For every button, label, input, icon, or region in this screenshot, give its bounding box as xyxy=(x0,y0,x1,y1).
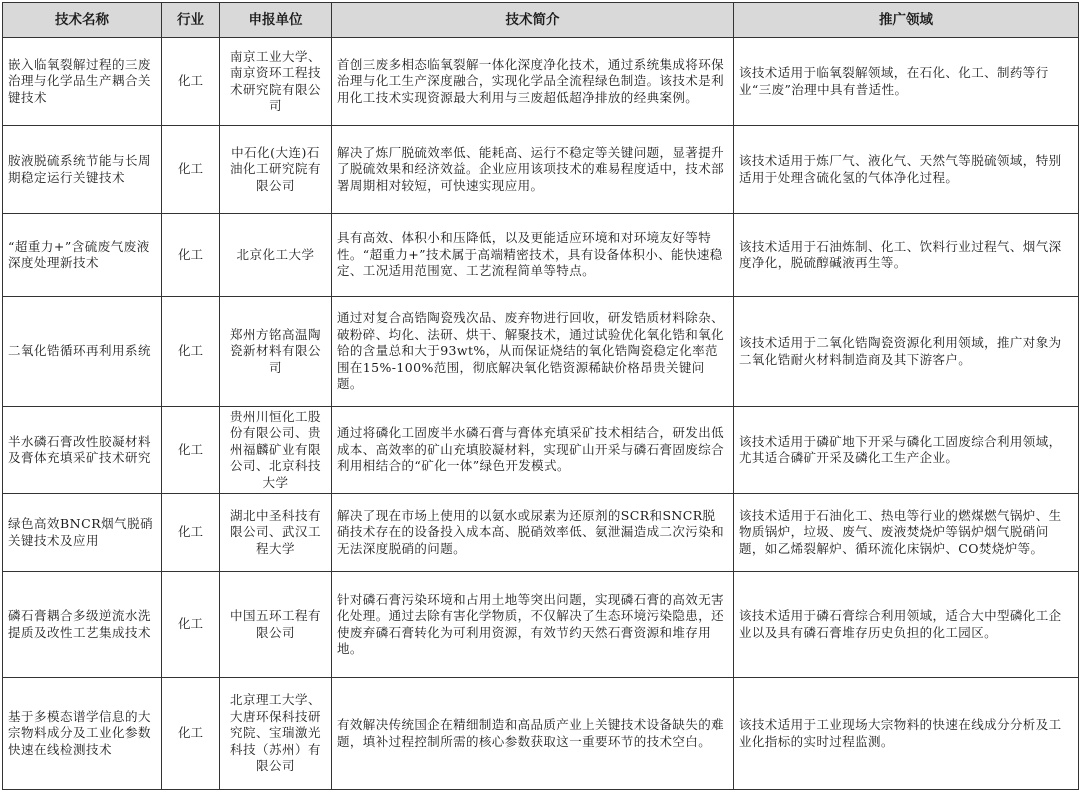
header-row xyxy=(3,3,1079,38)
applicant-unit-cell: 南京工业大学、南京资环工程技术研究院有限公司 xyxy=(220,38,332,126)
tech-intro-cell: 首创三废多相态临氧裂解一体化深度净化技术，通过系统集成将环保治理与化工生产深度融合，实现化学品全流程绿色制造。该技术是利用化工技术实现资源最大利用与三废超低超净排放的经典案例。 xyxy=(332,38,734,126)
tech-name-cell: 嵌入临氧裂解过程的三废治理与化学品生产耦合关键技术 xyxy=(3,38,162,126)
promotion-area-cell: 该技术适用于石油化工、热电等行业的燃煤燃气锅炉、生物质锅炉，垃圾、废气、废液焚烧炉等锅炉烟气脱硝问题，如乙烯裂解炉、循环流化床锅炉、CO焚烧炉等。 xyxy=(734,494,1079,572)
header-tech-name: 技术名称 xyxy=(3,3,162,38)
promotion-area-cell: 该技术适用于磷石膏综合利用领域，适合大中型磷化工企业以及具有磷石膏堆存历史负担的化工园区。 xyxy=(734,572,1079,678)
tech-intro-cell: 通过将磷化工固废半水磷石膏与膏体充填采矿技术相结合，研发出低成本、高效率的矿山充填胶凝材料，实现矿山开采与磷石膏固废综合利用相结合的“矿化一体”绿色开发模式。 xyxy=(332,407,734,494)
tech-intro-cell: 具有高效、体积小和压降低，以及更能适应环境和对环境友好等特性。“超重力+”技术属于高端精密技术，具有设备体积小、能快速稳定、工况适用范围宽、工艺流程简单等特点。 xyxy=(332,214,734,297)
tech-name-cell: 半水磷石膏改性胶凝材料及膏体充填采矿技术研究 xyxy=(3,407,162,494)
header-industry: 行业 xyxy=(162,3,220,38)
industry-cell: 化工 xyxy=(162,678,220,790)
promotion-area-cell: 该技术适用于炼厂气、液化气、天然气等脱硫领域，特别适用于处理含硫化氢的气体净化过程。 xyxy=(734,126,1079,214)
applicant-unit-cell: 北京理工大学、大唐环保科技研究院、宝瑞激光科技（苏州）有限公司 xyxy=(220,678,332,790)
promotion-area-cell: 该技术适用于石油炼制、化工、饮料行业过程气、烟气深度净化，脱硫醇碱液再生等。 xyxy=(734,214,1079,297)
table-row xyxy=(3,678,1079,790)
applicant-unit-cell: 北京化工大学 xyxy=(220,214,332,297)
industry-cell: 化工 xyxy=(162,494,220,572)
applicant-unit-cell: 中国五环工程有限公司 xyxy=(220,572,332,678)
technology-table xyxy=(2,2,1079,790)
industry-cell: 化工 xyxy=(162,38,220,126)
tech-name-cell: 二氧化锆循环再利用系统 xyxy=(3,297,162,407)
industry-cell: 化工 xyxy=(162,572,220,678)
table-row xyxy=(3,214,1079,297)
table-row xyxy=(3,297,1079,407)
table-row xyxy=(3,38,1079,126)
tech-name-cell: 胺液脱硫系统节能与长周期稳定运行关键技术 xyxy=(3,126,162,214)
applicant-unit-cell: 湖北中圣科技有限公司、武汉工程大学 xyxy=(220,494,332,572)
promotion-area-cell: 该技术适用于磷矿地下开采与磷化工固废综合利用领域，尤其适合磷矿开采及磷化工生产企业。 xyxy=(734,407,1079,494)
tech-intro-cell: 解决了炼厂脱硫效率低、能耗高、运行不稳定等关键问题，显著提升了脱硫效果和经济效益。企业应用该项技术的难易程度适中，技术部署周期相对较短，可快速实现应用。 xyxy=(332,126,734,214)
applicant-unit-cell: 贵州川恒化工股份有限公司、贵州福麟矿业有限公司、北京科技大学 xyxy=(220,407,332,494)
tech-name-cell: “超重力+”含硫废气废液深度处理新技术 xyxy=(3,214,162,297)
table-row xyxy=(3,494,1079,572)
tech-intro-cell: 针对磷石膏污染环境和占用土地等突出问题，实现磷石膏的高效无害化处理。通过去除有害化学物质，不仅解决了生态环境污染隐患，还使废弃磷石膏转化为可利用资源，有效节约天然石膏资源和堆存用地。 xyxy=(332,572,734,678)
tech-intro-cell: 解决了现在市场上使用的以氨水或尿素为还原剂的SCR和SNCR脱硝技术存在的设备投入成本高、脱硝效率低、氨泄漏造成二次污染和无法深度脱硝的问题。 xyxy=(332,494,734,572)
table-row xyxy=(3,126,1079,214)
header-tech-intro: 技术简介 xyxy=(332,3,734,38)
promotion-area-cell: 该技术适用于二氧化锆陶瓷资源化利用领域，推广对象为二氧化锆耐火材料制造商及其下游客户。 xyxy=(734,297,1079,407)
tech-name-cell: 磷石膏耦合多级逆流水洗提质及改性工艺集成技术 xyxy=(3,572,162,678)
tech-name-cell: 绿色高效BNCR烟气脱硝关键技术及应用 xyxy=(3,494,162,572)
industry-cell: 化工 xyxy=(162,214,220,297)
table-row xyxy=(3,407,1079,494)
promotion-area-cell: 该技术适用于临氧裂解领域，在石化、化工、制药等行业“三废”治理中具有普适性。 xyxy=(734,38,1079,126)
tech-intro-cell: 通过对复合高锆陶瓷残次品、废弃物进行回收，研发锆质材料除杂、破粉碎、均化、法研、烘干、解聚技术，通过试验优化氧化锆和氧化铪的含量总和大于93wt%，从而保证烧结的氧化锆陶瓷稳定化率范围在15%-100%范围，彻底解决氧化锆资源稀缺价格昂贵关键问题。 xyxy=(332,297,734,407)
applicant-unit-cell: 郑州方铭高温陶瓷新材料有限公司 xyxy=(220,297,332,407)
tech-name-cell: 基于多模态谱学信息的大宗物料成分及工业化参数快速在线检测技术 xyxy=(3,678,162,790)
applicant-unit-cell: 中石化(大连)石油化工研究院有限公司 xyxy=(220,126,332,214)
table-row xyxy=(3,572,1079,678)
industry-cell: 化工 xyxy=(162,297,220,407)
header-applicant-unit: 申报单位 xyxy=(220,3,332,38)
industry-cell: 化工 xyxy=(162,407,220,494)
tech-intro-cell: 有效解决传统国企在精细制造和高品质产业上关键技术设备缺失的难题，填补过程控制所需的核心参数获取这一重要环节的技术空白。 xyxy=(332,678,734,790)
promotion-area-cell: 该技术适用于工业现场大宗物料的快速在线成分分析及工业化指标的实时过程监测。 xyxy=(734,678,1079,790)
header-promotion-area: 推广领域 xyxy=(734,3,1079,38)
industry-cell: 化工 xyxy=(162,126,220,214)
